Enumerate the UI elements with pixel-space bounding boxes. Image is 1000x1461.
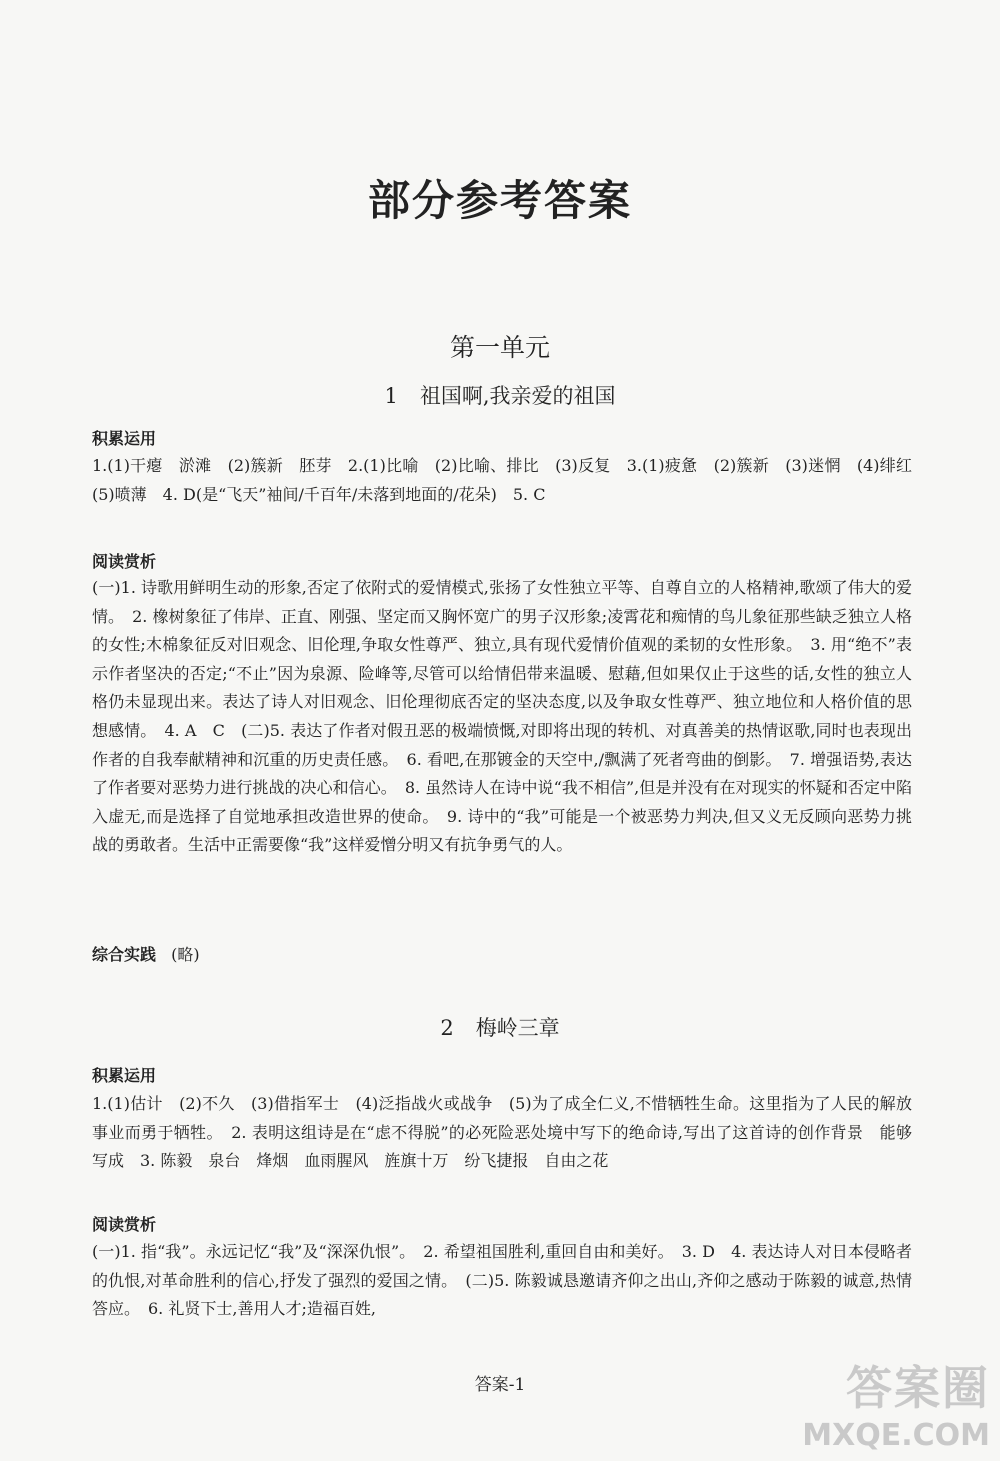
page-number: 答案-1 bbox=[474, 1375, 526, 1395]
practice-row bbox=[92, 941, 912, 970]
section-heading-practice: 综合实践 bbox=[92, 945, 157, 964]
section-heading-reading: 阅读赏析 bbox=[92, 552, 157, 571]
answer-paragraph: 1.(1)干瘪 淤滩 (2)簇新 胚芽 2.(1)比喻 (2)比喻、排比 (3)反复 3.(1)疲惫 (2)簇新 (3)迷惘 (4)绯红 (5)喷薄 4. D(是“飞天”袖间/千百年/未落到地面的/花朵) 5. C bbox=[92, 456, 929, 504]
page-title: 部分参考答案 bbox=[367, 176, 632, 225]
watermark-main: 答案圈 bbox=[846, 1361, 990, 1415]
answer-paragraph: (一)1. 指“我”。永远记忆“我”及“深深仇恨”。 2. 希望祖国胜利,重回自由和美好。 3. D 4. 表达诗人对日本侵略者的仇恨,对革命胜利的信心,抒发了强烈的爱国之情。 (二)5. 陈毅诚恳邀请齐仰之出山,齐仰之感动于陈毅的诚意,热情答应。 6. 礼贤下士,善用人才;造福百姓, bbox=[92, 1242, 912, 1319]
watermark-sub: MXQE.COM bbox=[802, 1418, 990, 1453]
lesson-number: 1 bbox=[384, 384, 398, 408]
lesson-name: 祖国啊,我亲爱的祖国 bbox=[419, 384, 616, 408]
unit-title: 第一单元 bbox=[449, 333, 550, 362]
section-heading-reading: 阅读赏析 bbox=[92, 1215, 157, 1234]
practice-answer: (略) bbox=[171, 945, 200, 964]
lesson-number: 2 bbox=[440, 1016, 454, 1040]
section-heading-accumulation: 积累运用 bbox=[92, 1066, 157, 1085]
lesson-2-title bbox=[0, 1012, 1000, 1042]
answer-paragraph: (一)1. 诗歌用鲜明生动的形象,否定了依附式的爱情模式,张扬了女性独立平等、自尊自立的人格精神,歌颂了伟大的爱情。 2. 橡树象征了伟岸、正直、刚强、坚定而又胸怀宽广的男子汉形象;凌霄花和痴情的鸟儿象征那些缺乏独立人格的女性;木棉象征反对旧观念、旧伦理,争取女性尊严、独立,具有现代爱情价值观的柔韧的女性形象。 3. 用“绝不”表示作者坚决的否定;“不止”因为泉源、险峰等,尽管可以给情侣带来温暖、慰藉,但如果仅止于这些的话,女性的独立人格仍未显现出来。表达了诗人对旧观念、旧伦理彻底否定的坚决态度,以及争取女性尊严、独立地位和人格价值的思想感情。 4. A C (二)5. 表达了作者对假丑恶的极端愤慨,对即将出现的转机、对真善美的热情讴歌,同时也表现出作者的自我奉献精神和沉重的历史责任感。 6. 看吧,在那镀金的天空中,/飘满了死者弯曲的倒影。 7. 增强语势,表达了作者要对恶势力进行挑战的决心和信心。 8. 虽然诗人在诗中说“我不相信”,但是并没有在对现实的怀疑和否定中陷入虚无,而是选择了自觉地承担改造世界的使命。 9. 诗中的“我”可能是一个被恶势力判决,但又义无反顾向恶势力挑战的勇敢者。生活中正需要像“我”这样爱憎分明又有抗争勇气的人。 bbox=[92, 578, 912, 855]
answer-paragraph: 1.(1)估计 (2)不久 (3)借指军士 (4)泛指战火或战争 (5)为了成全仁义,不惜牺牲生命。这里指为了人民的解放事业而勇于牺牲。 2. 表明这组诗是在“虑不得脱”的必死险恶处境中写下的绝命诗,写出了这首诗的创作背景 能够 写成 3. 陈毅 泉台 烽烟 血雨腥风 旌旗十万 纷飞捷报 自由之花 bbox=[92, 1094, 929, 1171]
lesson-name: 梅岭三章 bbox=[475, 1016, 560, 1040]
lesson-1-title bbox=[0, 380, 1000, 410]
section-heading-accumulation: 积累运用 bbox=[92, 429, 157, 448]
watermark-logo bbox=[802, 1352, 990, 1453]
